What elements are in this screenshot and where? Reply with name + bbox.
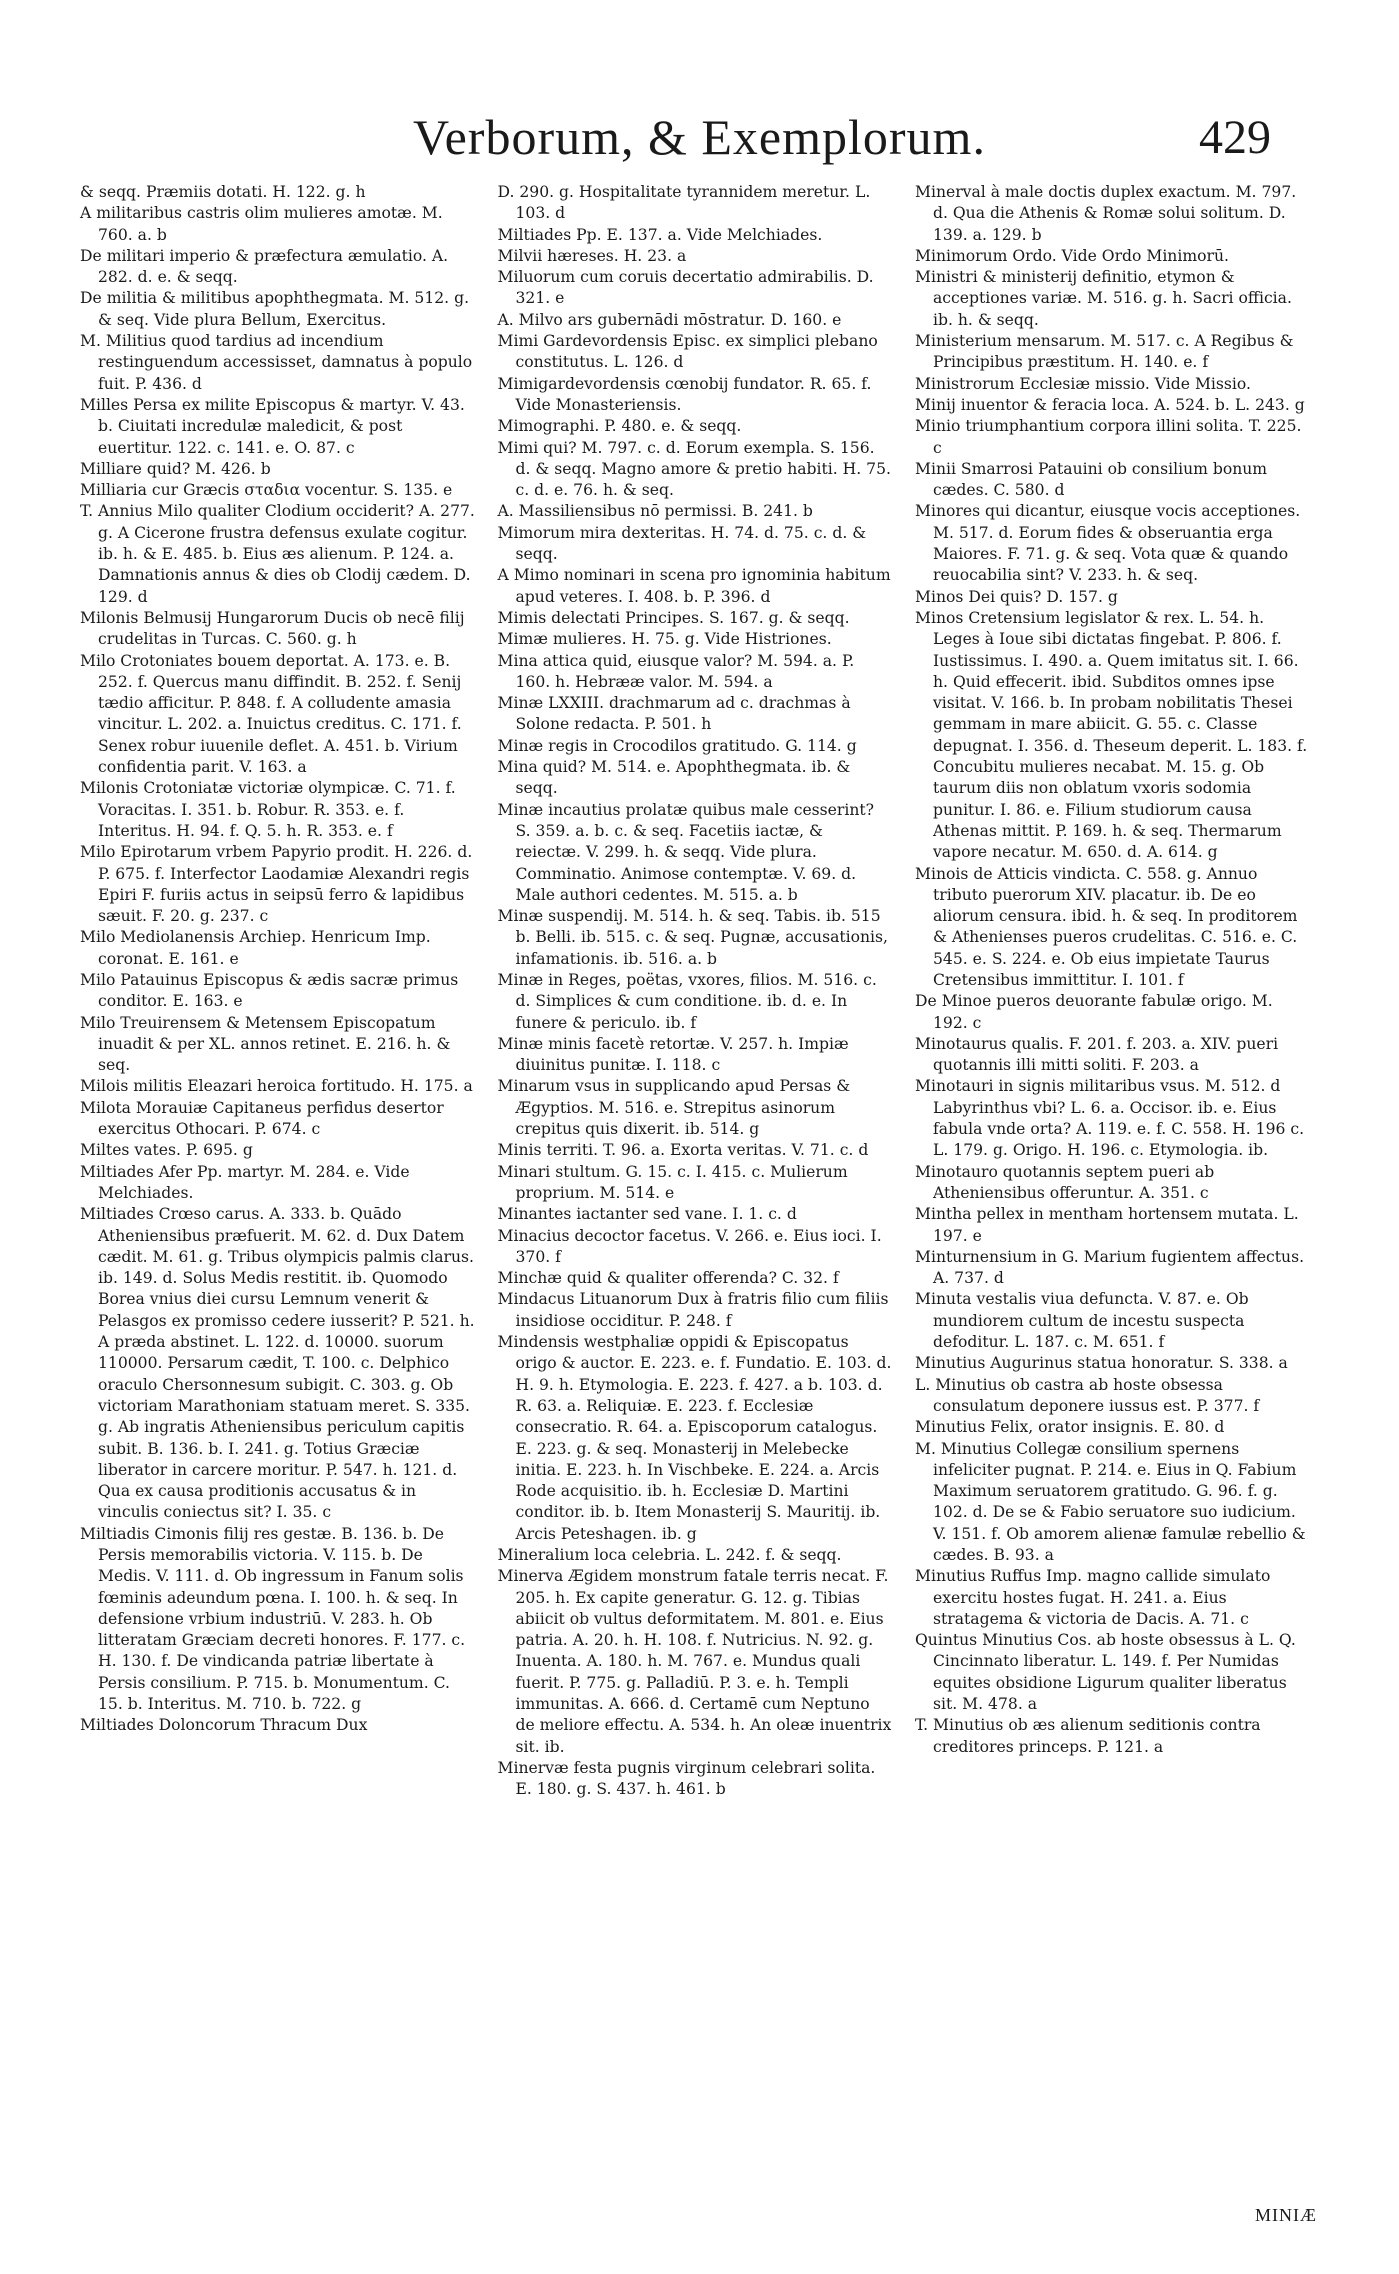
index-entry: Minotauri in signis militaribus vsus. M. 512. d Labyrinthus vbi? L. 6. a. Occisor. ib. e. Eius fabula vnde orta? A. 119. e. f. C. 558. H. 196 c. L. 179. g. Origo. H. 196. c. Etymologia. ib. bbox=[915, 1077, 1305, 1160]
index-entry: Miluorum cum coruis decertatio admirabilis. D. 321. e bbox=[497, 268, 874, 308]
index-entry: Mina quid? M. 514. e. Apophthegmata. ib. & seqq. bbox=[497, 758, 851, 798]
index-entry: Mimæ mulieres. H. 75. g. Vide Histriones. bbox=[497, 630, 832, 649]
index-entry: Mimi qui? M. 797. c. d. Eorum exempla. S. 156. d. & seqq. Magno amore & pretio habiti. H. 75. c. d. e. 76. h. & seq. bbox=[497, 438, 891, 500]
index-entry: Mintha pellex in mentham hortensem mutata. L. 197. e bbox=[915, 1205, 1299, 1245]
index-entry: Mimi Gardevordensis Episc. ex simplici plebano constitutus. L. 126. d bbox=[497, 332, 878, 372]
index-entry: Mindacus Lituanorum Dux à fratris filio cum filiis insidiose occiditur. P. 248. f bbox=[497, 1290, 889, 1330]
index-column-right bbox=[915, 182, 1310, 2232]
index-entry: Minis territi. T. 96. a. Exorta veritas. V. 71. c. d bbox=[497, 1141, 869, 1160]
index-entry: T. Annius Milo qualiter Clodium occiderit? A. 277. g. A Cicerone frustra defensus exulate cogitur. ib. h. & E. 485. b. Eius æs alienum. P. 124. a. Damnationis annus & dies ob Clodij cædem. D. 129. d bbox=[80, 502, 475, 606]
index-entry: Minij inuentor & feracia loca. A. 524. b. L. 243. g bbox=[915, 395, 1305, 414]
index-entry: Milo Epirotarum vrbem Papyrio prodit. H. 226. d. P. 675. f. Interfector Laodamiæ Alexandri regis Epiri F. furiis actus in seipsū ferro & lapidibus sæuit. F. 20. g. 237. c bbox=[80, 843, 473, 926]
index-entry: De militia & militibus apophthegmata. M. 512. g. & seq. Vide plura Bellum, Exercitus. bbox=[80, 289, 470, 329]
index-entry: Mineralium loca celebria. L. 242. f. & seqq. bbox=[497, 1546, 842, 1564]
index-entry: Minæ suspendij. M. 514. h. & seq. Tabis. ib. 515 b. Belli. ib. 515. c. & seq. Pugnæ, accusationis, infamationis. ib. 516. a. b bbox=[497, 907, 888, 968]
index-entry: Minervæ festa pugnis virginum celebrari solita. E. 180. g. S. 437. h. 461. b bbox=[497, 1758, 876, 1799]
index-entry: A militaribus castris olim mulieres amotæ. M. 760. a. b bbox=[80, 204, 443, 244]
index-column-left bbox=[80, 182, 475, 2232]
catchword: MINIÆ bbox=[1255, 2205, 1317, 2225]
index-entry: Mimis delectati Principes. S. 167. g. & seqq. bbox=[497, 608, 850, 627]
index-entry: Milo Mediolanensis Archiep. Henricum Imp. coronat. E. 161. e bbox=[80, 928, 431, 968]
index-entry: Minæ minis facetè retortæ. V. 257. h. Impiæ diuinitus punitæ. I. 118. c bbox=[497, 1034, 849, 1075]
index-entry: Mimorum mira dexteritas. H. 74. d. 75. c. d. & seqq. bbox=[497, 523, 867, 564]
index-entry: Minæ in Reges, poëtas, vxores, filios. M. 516. c. d. Simplices & cum conditione. ib. d. e. In funere & periculo. ib. f bbox=[497, 970, 877, 1032]
index-entry: Milois militis Eleazari heroica fortitudo. H. 175. a bbox=[80, 1077, 473, 1096]
index-entry: Ministerium mensarum. M. 517. c. A Regibus & Principibus præstitum. H. 140. e. f bbox=[915, 332, 1294, 372]
index-entry: Minii Smarrosi Patauini ob consilium bonum cædes. C. 580. d bbox=[915, 459, 1268, 500]
index-entry: Minarum vsus in supplicando apud Persas & Ægyptios. M. 516. e. Strepitus asinorum crepitus quis dixerit. ib. 514. g bbox=[497, 1077, 851, 1139]
index-entry: A. Milvo ars gubernādi mōstratur. D. 160. e bbox=[497, 310, 842, 329]
index-entry: Minantes iactanter sed vane. I. 1. c. d bbox=[497, 1205, 797, 1224]
index-entry: Minæ LXXIII. drachmarum ad c. drachmas à Solone redacta. P. 501. h bbox=[497, 694, 851, 734]
index-entry: Minotauro quotannis septem pueri ab Atheniensibus offeruntur. A. 351. c bbox=[915, 1162, 1215, 1202]
index-entry: T. Minutius ob æs alienum seditionis contra creditores princeps. P. 121. a bbox=[915, 1716, 1261, 1756]
index-entry: De Minoe pueros deuorante fabulæ origo. M. 192. c bbox=[915, 992, 1273, 1032]
index-entry: Miltiades Crœso carus. A. 333. b. Quādo Atheniensibus præfuerit. M. 62. d. Dux Datem cædit. M. 61. g. Tribus olympicis palmis clarus. ib. 149. d. Solus Medis restitit. ib. Quomodo Borea vnius diei cursu Lemnum venerit & Pelasgos ex promisso cedere iusserit? P. 521. h. A præda abstinet. L. 122. d. 10000. suorum 110000. Persarum cædit, T. 100. c. Delphico oraculo Chersonnesum subigit. C. 303. g. Ob victoriam Marathoniam statuam meret. S. 335. g. Ab ingratis Atheniensibus periculum capitis subit. B. 136. b. I. 241. g. Totius Græciæ liberator in carcere moritur. P. 547. h. 121. d. Qua ex causa proditionis accusatus & in vinculis coniectus sit? I. 35. c bbox=[80, 1205, 475, 1522]
index-entry: De militari imperio & præfectura æmulatio. A. 282. d. e. & seqq. bbox=[80, 246, 449, 287]
index-entry: Minacius decoctor facetus. V. 266. e. Eius ioci. I. 370. f bbox=[497, 1226, 882, 1266]
index-entry: A Mimo nominari in scena pro ignominia habitum apud veteres. I. 408. b. P. 396. d bbox=[497, 566, 891, 606]
index-entry: Milonis Belmusij Hungarorum Ducis ob necē filij crudelitas in Turcas. C. 560. g. h bbox=[80, 608, 465, 649]
index-entry: Milliare quid? M. 426. b bbox=[80, 459, 271, 478]
index-entry: Minutius Felix, orator insignis. E. 80. d bbox=[915, 1418, 1225, 1437]
index-entry: Minerval à male doctis duplex exactum. M. 797. d. Qua die Athenis & Romæ solui solitum. D. 139. a. 129. b bbox=[915, 183, 1297, 244]
index-entry: Milliaria cur Græcis σταδια vocentur. S. 135. e bbox=[80, 481, 453, 500]
index-entry: Minos Dei quis? D. 157. g bbox=[915, 587, 1118, 606]
index-entry: Minutius Ruffus Imp. magno callide simulato exercitu hostes fugat. H. 241. a. Eius stratagema & victoria de Dacis. A. 71. c bbox=[915, 1567, 1271, 1628]
index-entry: Miltiades Pp. E. 137. a. Vide Melchiades. bbox=[497, 225, 823, 244]
index-entry: Milo Treuirensem & Metensem Episcopatum inuadit & per XL. annos retinet. E. 216. h. & seq. bbox=[80, 1013, 451, 1075]
index-entry: Mindensis westphaliæ oppidi & Episcopatus origo & auctor. E. 223. e. f. Fundatio. E. 103. d. H. 9. h. Etymologia. E. 223. f. 427. a b. 103. d. R. 63. a. Reliquiæ. E. 223. f. Ecclesiæ consecratio. R. 64. a. Episcoporum catalogus. E. 223. g. & seq. Monasterij in Melebecke initia. E. 223. h. In Vischbeke. E. 224. a. Arcis Rode acquisitio. ib. h. Ecclesiæ D. Martini conditor. ib. b. Item Monasterij S. Mauritij. ib. Arcis Peteshagen. ib. g bbox=[497, 1333, 892, 1543]
index-entry: Mina attica quid, eiusque valor? M. 594. a. P. 160. h. Hebrææ valor. M. 594. a bbox=[497, 651, 855, 691]
index-entry: M. Militius quod tardius ad incendium restinguendum accessisset, damnatus à populo fuit. P. 436. d bbox=[80, 332, 473, 393]
index-entry: Minio triumphantium corpora illini solita. T. 225. c bbox=[915, 417, 1302, 457]
index-entry: Miltiades Afer Pp. martyr. M. 284. e. Vide Melchiades. bbox=[80, 1162, 410, 1202]
index-entry: Milonis Crotoniatæ victoriæ olympicæ. C. 71. f. Voracitas. I. 351. b. Robur. R. 353. e. f. Interitus. H. 94. f. Q. 5. h. R. 353. e. f bbox=[80, 779, 456, 840]
page-header bbox=[0, 108, 1399, 182]
index-entry: Minutius Augurinus statua honoratur. S. 338. a bbox=[915, 1354, 1288, 1373]
index-entry: Minimorum Ordo. Vide Ordo Minimorū. bbox=[915, 246, 1229, 265]
index-entry: Mimographi. P. 480. e. & seqq. bbox=[497, 417, 742, 436]
running-title: Verborum, & Exemplorum. bbox=[413, 109, 986, 165]
index-columns bbox=[80, 182, 1310, 2232]
index-entry: Minchæ quid & qualiter offerenda? C. 32. f bbox=[497, 1269, 839, 1288]
index-entry: D. 290. g. Hospitalitate tyrannidem meretur. L. 103. d bbox=[497, 183, 871, 223]
index-entry: Milo Patauinus Episcopus & ædis sacræ primus conditor. E. 163. e bbox=[80, 970, 459, 1011]
index-entry: Milles Persa ex milite Episcopus & martyr. V. 43. b. Ciuitati incredulæ maledicit, & post euertitur. 122. c. 141. e. O. 87. c bbox=[80, 395, 465, 457]
index-entry: Milvii hæreses. H. 23. a bbox=[497, 246, 687, 265]
index-entry: Milo Crotoniates bouem deportat. A. 173. e. B. 252. f. Quercus manu diffindit. B. 252. f. Senij tædio afficitur. P. 848. f. A colludente amasia vincitur. L. 202. a. Inuictus creditus. C. 171. f. Senex robur iuuenile deflet. A. 451. b. Virium confidentia parit. V. 163. a bbox=[80, 651, 462, 777]
index-entry: Mimigardevordensis cœnobij fundator. R. 65. f. Vide Monasteriensis. bbox=[497, 374, 872, 414]
index-entry: Miltiadis Cimonis filij res gestæ. B. 136. b. De Persis memorabilis victoria. V. 115. b. De Medis. V. 111. d. Ob ingressum in Fanum solis fœminis adeundum pœna. I. 100. h. & seq. In defensione vrbium industriū. V. 283. h. Ob litteratam Græciam decreti honores. F. 177. c. H. 130. f. De vindicanda patriæ libertate à Persis consilium. P. 715. b. Monumentum. C. 15. b. Interitus. M. 710. b. 722. g bbox=[80, 1524, 466, 1714]
index-entry: Minotaurus qualis. F. 201. f. 203. a. XIV. pueri quotannis illi mitti soliti. F. 203. a bbox=[915, 1034, 1279, 1075]
index-column-middle bbox=[498, 182, 893, 2232]
index-entry: L. Minutius ob castra ab hoste obsessa consulatum deponere iussus est. P. 377. f bbox=[915, 1375, 1260, 1415]
index-entry: Minuta vestalis viua defuncta. V. 87. e. Ob mundiorem cultum de incestu suspecta defoditur. L. 187. c. M. 651. f bbox=[915, 1290, 1249, 1352]
page-number: 429 bbox=[1199, 111, 1271, 164]
index-entry: Minari stultum. G. 15. c. I. 415. c. Mulierum proprium. M. 514. e bbox=[497, 1162, 848, 1202]
index-entry: M. Minutius Collegæ consilium spernens infeliciter pugnat. P. 214. e. Eius in Q. Fabium Maximum seruatorem gratitudo. G. 96. f. g. 102. d. De se & Fabio seruatore suo iudicium. V. 151. f. Ob amorem alienæ famulæ rebellio & cædes. B. 93. a bbox=[915, 1439, 1306, 1564]
index-entry: Minerva Ægidem monstrum fatale terris necat. F. 205. h. Ex capite generatur. G. 12. g. Tibias abiicit ob vultus deformitatem. M. 801. e. Eius patria. A. 20. h. H. 108. f. Nutricius. N. 92. g. Inuenta. A. 180. h. M. 767. e. Mundus quali fuerit. P. 775. g. Palladiū. P. 3. e. h. Templi immunitas. A. 666. d. Certamē cum Neptuno de meliore effectu. A. 534. h. An oleæ inuentrix sit. ib. bbox=[497, 1567, 892, 1756]
index-entry: Minos Cretensium legislator & rex. L. 54. h. Leges à Ioue sibi dictatas fingebat. P. 806. f. Iustissimus. I. 490. a. Quem imitatus sit. I. 66. h. Quid effecerit. ibid. Subditos omnes ipse visitat. V. 166. b. In probam nobilitatis Thesei gemmam in mare abiicit. G. 55. c. Classe depugnat. I. 356. d. Theseum deperit. L. 183. f. Concubitu mulieres necabat. M. 15. g. Ob taurum diis non oblatum vxoris sodomia punitur. I. 86. e. Filium studiorum causa Athenas mittit. P. 169. h. & seq. Thermarum vapore necatur. M. 650. d. A. 614. g bbox=[915, 608, 1308, 862]
index-entry: Minturnensium in G. Marium fugientem affectus. A. 737. d bbox=[915, 1247, 1305, 1288]
index-entry: Miltiades Doloncorum Thracum Dux bbox=[80, 1716, 368, 1735]
index-entry: Miltes vates. P. 695. g bbox=[80, 1141, 253, 1160]
index-entry: & seqq. Præmiis dotati. H. 122. g. h bbox=[80, 183, 366, 201]
index-entry: Quintus Minutius Cos. ab hoste obsessus à L. Q. Cincinnato liberatur. L. 149. f. Per Numidas equites obsidione Ligurum qualiter liberatus sit. M. 478. a bbox=[915, 1631, 1296, 1714]
index-entry: Minois de Atticis vindicta. C. 558. g. Annuo tributo puerorum XIV. placatur. ib. De eo aliorum censura. ibid. h. & seq. In proditorem & Athenienses pueros crudelitas. C. 516. e. C. 545. e. S. 224. e. Ob eius impietate Taurus Cretensibus immittitur. I. 101. f bbox=[915, 864, 1298, 989]
index-entry: Minores qui dicantur, eiusque vocis acceptiones. M. 517. d. Eorum fides & obseruantia erga Maiores. F. 71. g. & seq. Vota quæ & quando reuocabilia sint? V. 233. h. & seq. bbox=[915, 502, 1301, 585]
index-entry: Milota Morauiæ Capitaneus perfidus desertor exercitus Othocari. P. 674. c bbox=[80, 1098, 444, 1139]
index-entry: Minæ incautius prolatæ quibus male cesserint? S. 359. a. b. c. & seq. Facetiis iactæ, & reiectæ. V. 299. h. & seqq. Vide plura. Comminatio. Animose contemptæ. V. 69. d. Male authori cedentes. M. 515. a. b bbox=[497, 800, 875, 904]
index-entry: Ministri & ministerij definitio, etymon & acceptiones variæ. M. 516. g. h. Sacri officia. ib. h. & seqq. bbox=[915, 268, 1292, 329]
index-entry: A. Massiliensibus nō permissi. B. 241. b bbox=[497, 502, 813, 521]
index-entry: Minæ regis in Crocodilos gratitudo. G. 114. g bbox=[497, 736, 857, 755]
index-entry: Ministrorum Ecclesiæ missio. Vide Missio. bbox=[915, 374, 1251, 393]
